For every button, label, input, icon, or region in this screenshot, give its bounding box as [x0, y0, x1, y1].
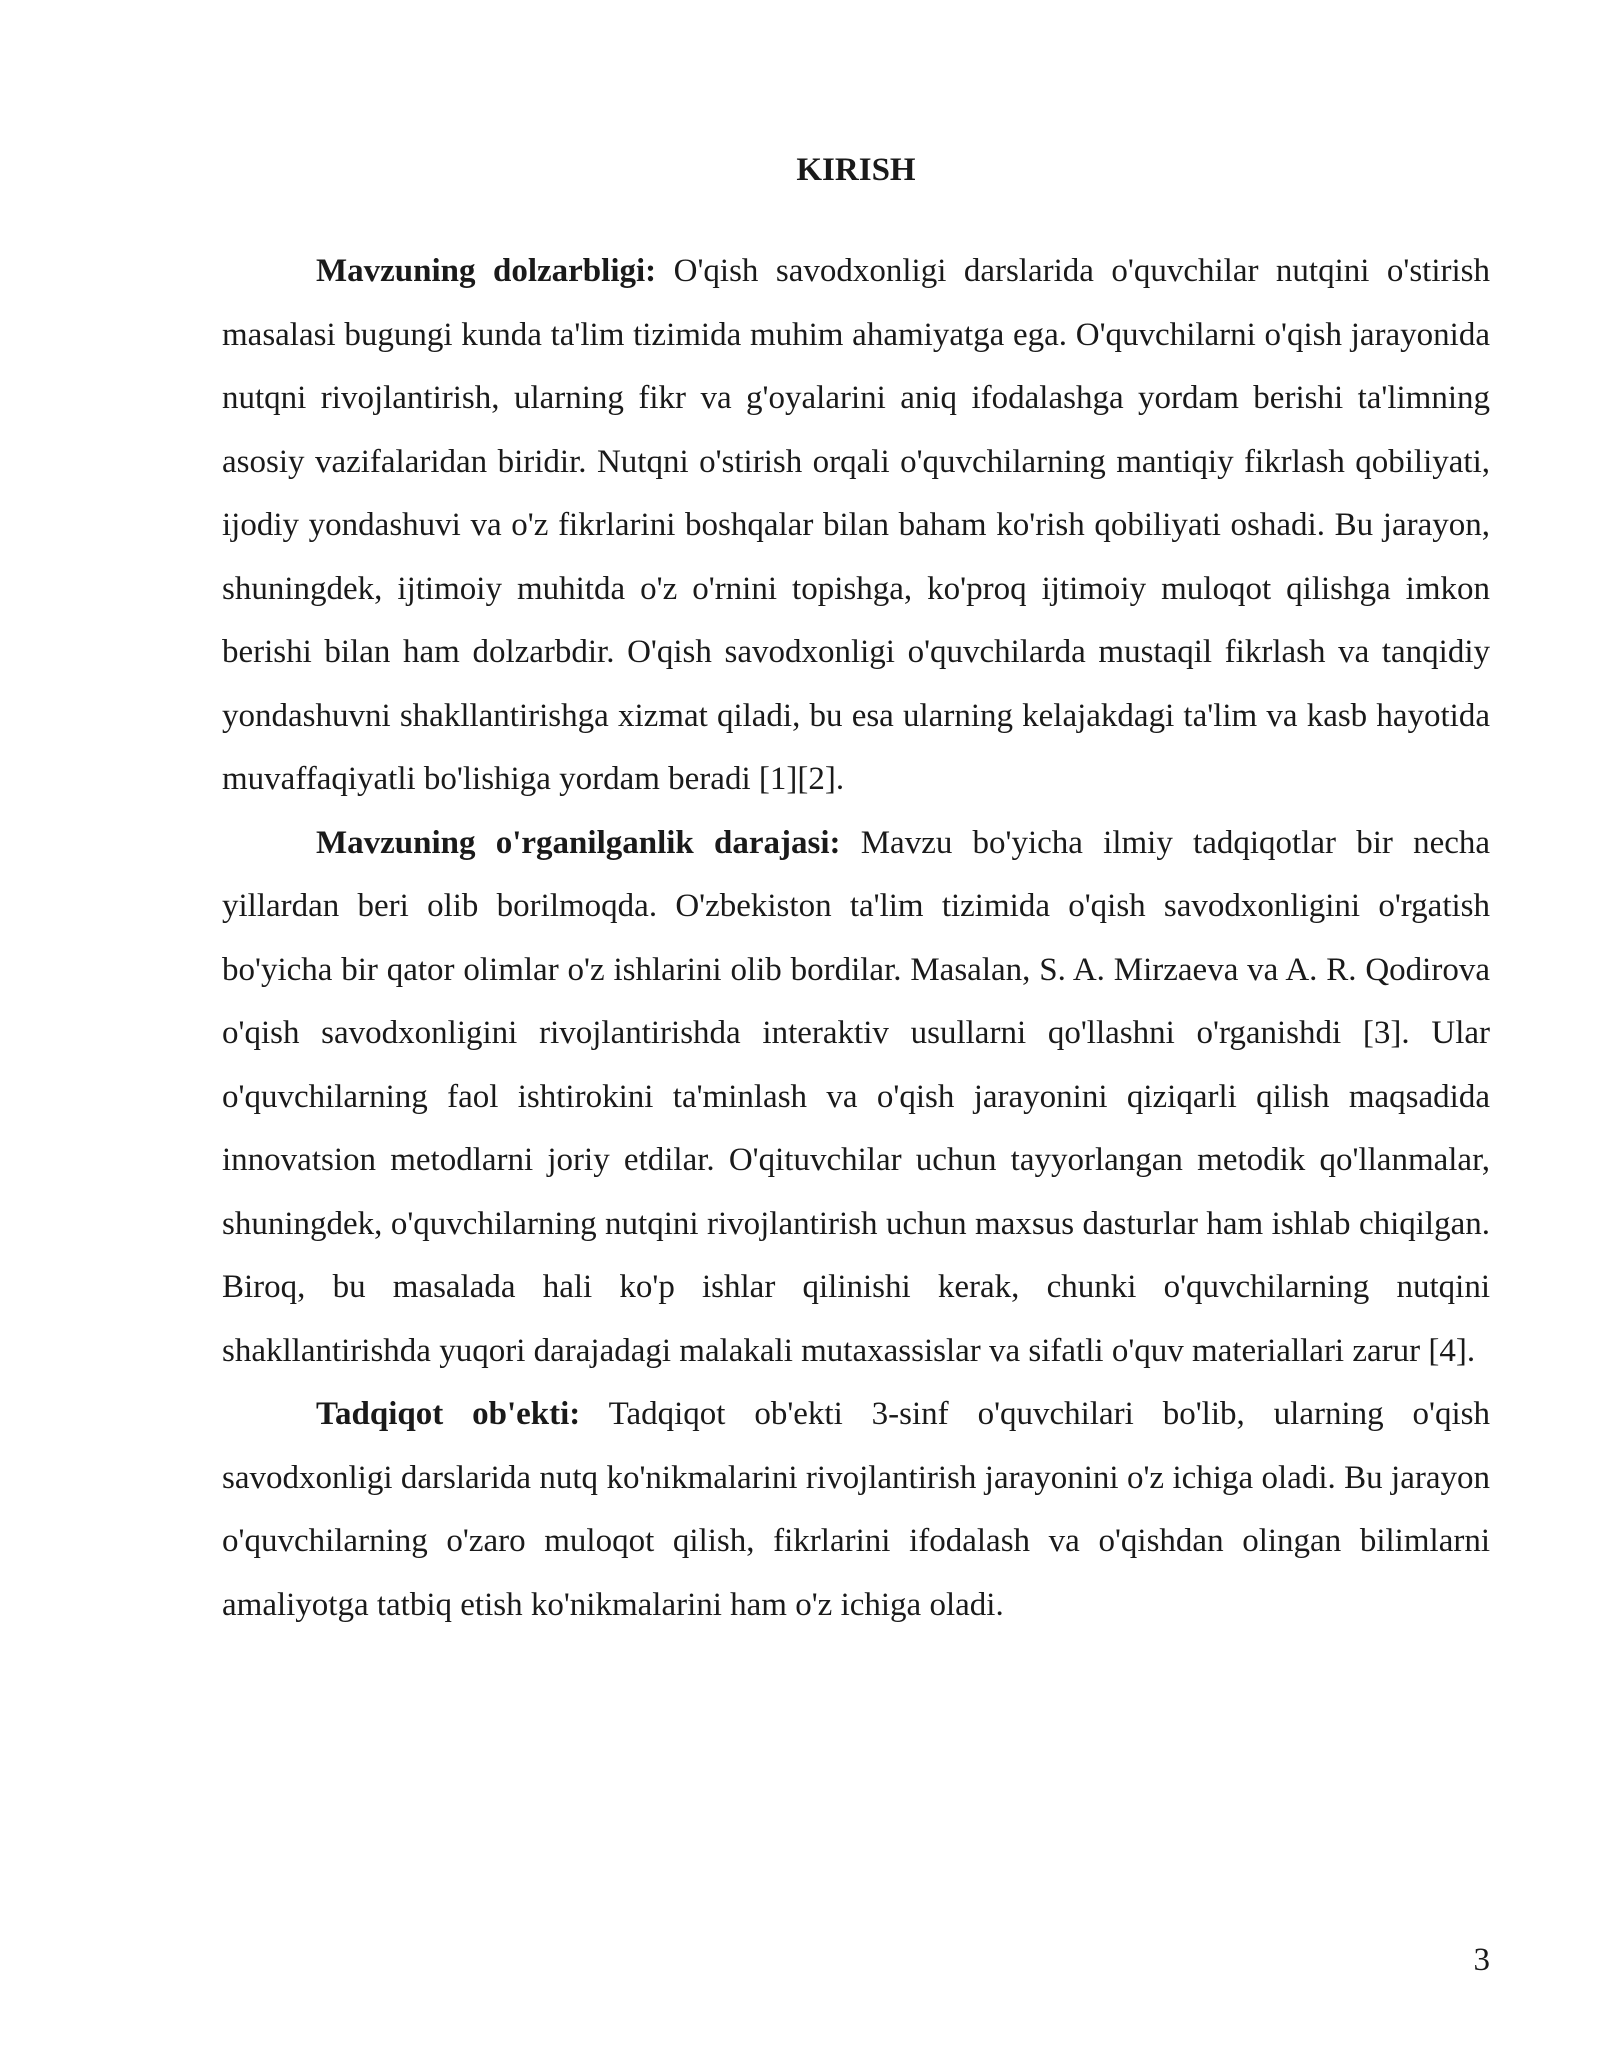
- paragraph-lead: Mavzuning o'rganilganlik darajasi:: [316, 824, 841, 861]
- paragraph-relevance: [222, 240, 1490, 812]
- paragraph-text: O'qish savodxonligi darslarida o'quvchilar nutqini o'stirish masalasi bugungi kunda ta'lim tizimida muhim ahamiyatga ega. O'quvchilarni o'qish jarayonida nutqni rivojlantirish, ularning fikr va g'oyalarini aniq ifodalashga yordam berishi ta'limning asosiy vazifalaridan biridir. Nutqni o'stirish orqali o'quvchilarning mantiqiy fikrlash qobiliyati, ijodiy yondashuvi va o'z fikrlarini boshqalar bilan baham ko'rish qobiliyati oshadi. Bu jarayon, shuningdek, ijtimoiy muhitda o'z o'rnini topishga, ko'proq ijtimoiy muloqot qilishga imkon berishi bilan ham dolzarbdir. O'qish savodxonligi o'quvchilarda mustaqil fikrlash va tanqidiy yondashuvni shakllantirishga xizmat qiladi, bu esa ularning kelajakdagi ta'lim va kasb hayotida muvaffaqiyatli bo'lishiga yordam beradi [1][2].: [222, 253, 1491, 797]
- paragraph-lead: Mavzuning dolzarbligi:: [316, 253, 657, 289]
- paragraph-research-object: [222, 1383, 1490, 1637]
- body-text: [222, 240, 1490, 1637]
- document-page: [222, 0, 1490, 2070]
- paragraph-study-level: [222, 812, 1490, 1384]
- paragraph-text: Tadqiqot ob'ekti 3-sinf o'quvchilari bo'lib, ularning o'qish savodxonligi darslarida nutq ko'nikmalarini rivojlantirish jarayonini o'z ichiga oladi. Bu jarayon o'quvchilarning o'zaro muloqot qilish, fikrlarini ifodalash va o'qishdan olingan bilimlarni amaliyotga tatbiq etish ko'nikmalarini ham o'z ichiga oladi.: [222, 1396, 1490, 1623]
- page-number: 3: [1473, 1942, 1490, 1978]
- paragraph-text: Mavzu bo'yicha ilmiy tadqiqotlar bir necha yillardan beri olib borilmoqda. O'zbekiston ta'lim tizimida o'qish savodxonligini o'rgatish bo'yicha bir qator olimlar o'z ishlarini olib bordilar. Masalan, S. A. Mirzaeva va A. R. Qodirova o'qish savodxonligini rivojlantirishda interaktiv usullarni qo'llashni o'rganishdi [3]. Ular o'quvchilarning faol ishtirokini ta'minlash va o'qish jarayonini qiziqarli qilish maqsadida innovatsion metodlarni joriy etdilar. O'qituvchilar uchun tayyorlangan metodik qo'llanmalar, shuningdek, o'quvchilarning nutqini rivojlantirish uchun maxsus dasturlar ham ishlab chiqilgan. Biroq, bu masalada hali ko'p ishlar qilinishi kerak, chunki o'quvchilarning nutqini shakllantirishda yuqori darajadagi malakali mutaxassislar va sifatli o'quv materiallari zarur [4].: [222, 824, 1491, 1369]
- paragraph-lead: Tadqiqot ob'ekti:: [316, 1396, 581, 1432]
- page-title: KIRISH: [796, 152, 916, 188]
